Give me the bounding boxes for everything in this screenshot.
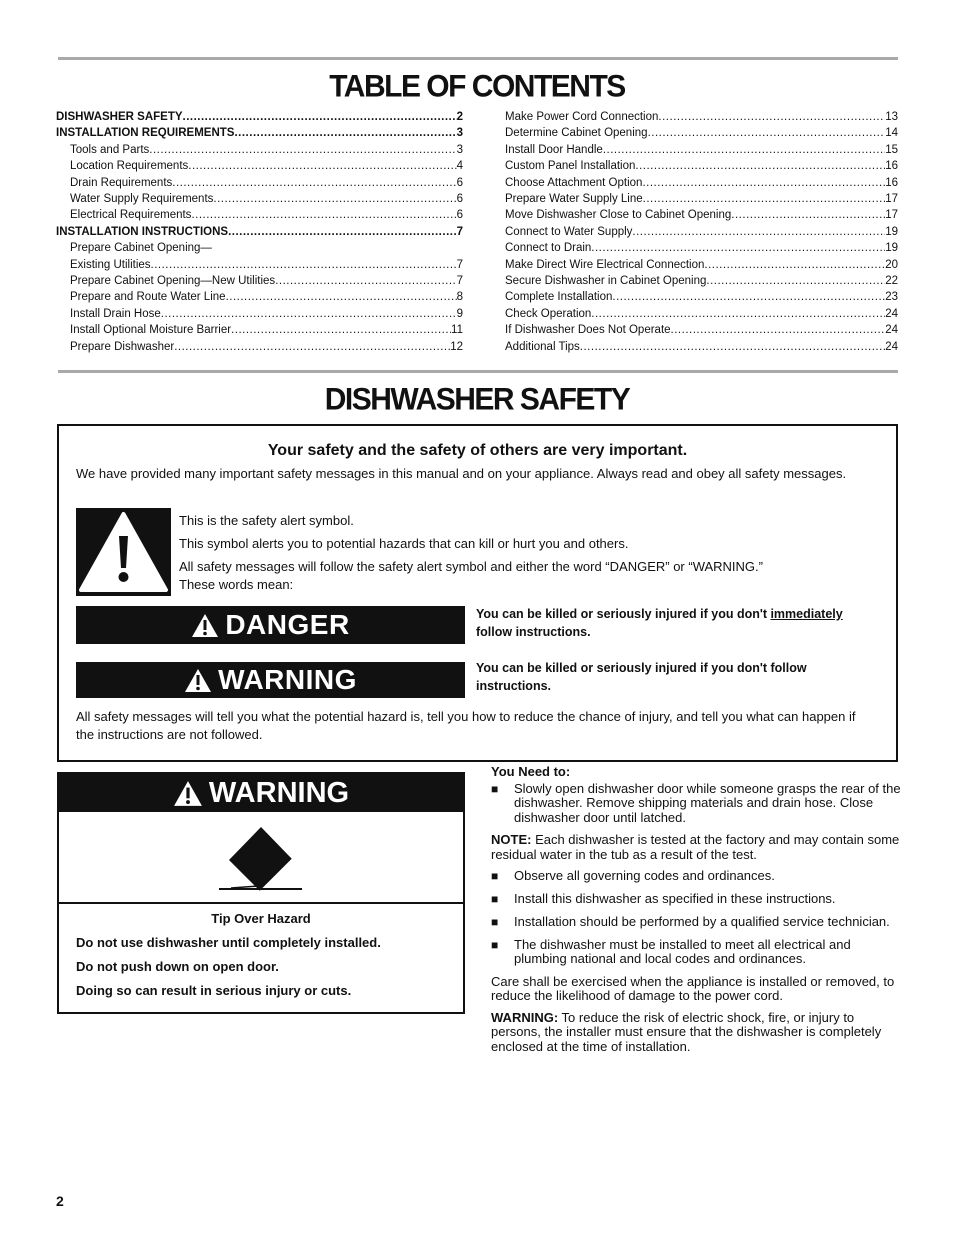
danger-label: DANGER — [225, 609, 350, 640]
warning-line: Do not push down on open door. — [76, 959, 279, 974]
toc-entry[interactable]: Choose Attachment Option ..... 16 — [505, 175, 898, 191]
safety-alert-icon — [76, 508, 171, 596]
tip-warning-label: WARNING — [208, 776, 350, 809]
toc-entry[interactable]: Prepare and Route Water Line ..... 8 — [56, 289, 463, 305]
tip-over-illustration — [59, 812, 463, 904]
alert-line: This symbol alerts you to potential hazards that can kill or hurt you and others. — [179, 536, 629, 551]
you-need-heading: You Need to: — [491, 764, 571, 779]
toc-left-column — [56, 109, 463, 355]
alert-triangle-icon — [173, 780, 203, 807]
toc-entry[interactable]: Location Requirements ..... 4 — [56, 158, 463, 174]
toc-entry[interactable]: Electrical Requirements ..... 6 — [56, 207, 463, 223]
toc-entry[interactable]: Determine Cabinet Opening ..... 14 — [505, 125, 898, 141]
alert-description — [179, 512, 763, 599]
list-item: ■ The dishwasher must be installed to meet all electrical and plumbing national and local codes and ordinances. — [491, 938, 901, 967]
toc-entry[interactable]: Move Dishwasher Close to Cabinet Opening ..... 17 — [505, 207, 898, 223]
tip-warning-text — [76, 911, 446, 1007]
section-rule — [58, 370, 898, 373]
safety-box-title: Your safety and the safety of others are very important. — [267, 442, 688, 459]
page-number: 2 — [56, 1193, 64, 1209]
toc-entry[interactable]: Tools and Parts ..... 3 — [56, 142, 463, 158]
toc-entry[interactable]: INSTALLATION REQUIREMENTS ..... 3 — [56, 125, 463, 141]
toc-entry[interactable]: Install Optional Moisture Barrier ..... 11 — [56, 322, 463, 338]
safety-intro: We have provided many important safety messages in this manual and on your appliance. Always read and obey all safety messages. — [76, 466, 847, 481]
toc-entry[interactable]: Prepare Water Supply Line ..... 17 — [505, 191, 898, 207]
list-item: ■ Slowly open dishwasher door while someone grasps the rear of the dishwasher. Remove shipping materials and drain hose. Close dishwasher door until latched. — [491, 782, 901, 826]
note-paragraph: NOTE: Each dishwasher is tested at the factory and may contain some residual water in the tub as a result of the test. — [491, 832, 900, 862]
toc-entry[interactable]: Prepare Cabinet Opening—New Utilities ..... 7 — [56, 273, 463, 289]
toc-entry[interactable]: Make Power Cord Connection ..... 13 — [505, 109, 898, 125]
toc-entry[interactable]: Connect to Drain ..... 19 — [505, 240, 898, 256]
toc-entry[interactable]: If Dishwasher Does Not Operate ..... 24 — [505, 322, 898, 338]
toc-entry[interactable]: Secure Dishwasher in Cabinet Opening ..... 22 — [505, 273, 898, 289]
warning-line: Do not use dishwasher until completely installed. — [76, 935, 381, 950]
safety-title: DISHWASHER SAFETY — [324, 382, 630, 417]
top-rule — [58, 57, 898, 60]
toc-entry[interactable]: Custom Panel Installation ..... 16 — [505, 158, 898, 174]
toc-right-column — [505, 109, 898, 355]
alert-line: These words mean: — [179, 577, 294, 592]
toc-entry[interactable]: Prepare Dishwasher ..... 12 — [56, 339, 463, 355]
warning-description: You can be killed or seriously injured if you don't follow instructions. — [476, 661, 807, 693]
list-item: ■ Observe all governing codes and ordinances. — [491, 869, 901, 884]
list-item: ■ Installation should be performed by a qualified service technician. — [491, 915, 901, 930]
alert-line: This is the safety alert symbol. — [179, 513, 354, 528]
warning-label: WARNING — [218, 664, 357, 695]
requirements-column — [491, 765, 901, 1061]
toc-entry[interactable]: Install Door Handle ..... 15 — [505, 142, 898, 158]
care-paragraph: Care shall be exercised when the appliance is installed or removed, to reduce the likelihood of damage to the power cord. — [491, 973, 895, 1003]
hazard-name: Tip Over Hazard — [211, 911, 311, 926]
alert-triangle-icon — [184, 668, 212, 693]
warning-line: Doing so can result in serious injury or cuts. — [76, 983, 352, 998]
toc-entry[interactable]: INSTALLATION INSTRUCTIONS ..... 7 — [56, 224, 463, 240]
alert-line: All safety messages will follow the safety alert symbol and either the word “DANGER” or “WARNING.” — [179, 559, 763, 574]
toc-entry[interactable]: Make Direct Wire Electrical Connection ..... 20 — [505, 257, 898, 273]
danger-description: You can be killed or seriously injured if you don't immediately follow instructions. — [476, 607, 843, 639]
toc-entry[interactable]: Install Drain Hose ..... 9 — [56, 306, 463, 322]
alert-triangle-icon — [191, 613, 219, 638]
safety-info-box — [57, 424, 898, 762]
toc-entry[interactable]: Connect to Water Supply ..... 19 — [505, 224, 898, 240]
tip-over-warning-box — [57, 772, 465, 1014]
tip-over-icon — [59, 812, 463, 902]
toc-entry[interactable]: Water Supply Requirements ..... 6 — [56, 191, 463, 207]
warning-signal-bar — [76, 662, 465, 698]
toc-entry[interactable]: Check Operation ..... 24 — [505, 306, 898, 322]
toc-entry[interactable]: Drain Requirements ..... 6 — [56, 175, 463, 191]
danger-signal-bar — [76, 606, 465, 644]
toc-entry[interactable]: Additional Tips ..... 24 — [505, 339, 898, 355]
toc-title: TABLE OF CONTENTS — [329, 69, 625, 104]
tip-warning-header — [59, 774, 463, 812]
toc-entry[interactable]: Complete Installation ..... 23 — [505, 289, 898, 305]
safety-outro: All safety messages will tell you what the potential hazard is, tell you how to reduce the chance of injury, and tell you what can happen if the instructions are not followed. — [76, 709, 856, 742]
toc-entry[interactable]: Prepare Cabinet Opening— Existing Utilities ..... 7 — [56, 240, 463, 273]
toc-entry[interactable]: DISHWASHER SAFETY ..... 2 — [56, 109, 463, 125]
list-item: ■ Install this dishwasher as specified in these instructions. — [491, 892, 901, 907]
warning-paragraph: WARNING: To reduce the risk of electric shock, fire, or injury to persons, the installer must ensure that the dishwasher is completely enclosed at the time of installation. — [491, 1009, 882, 1054]
